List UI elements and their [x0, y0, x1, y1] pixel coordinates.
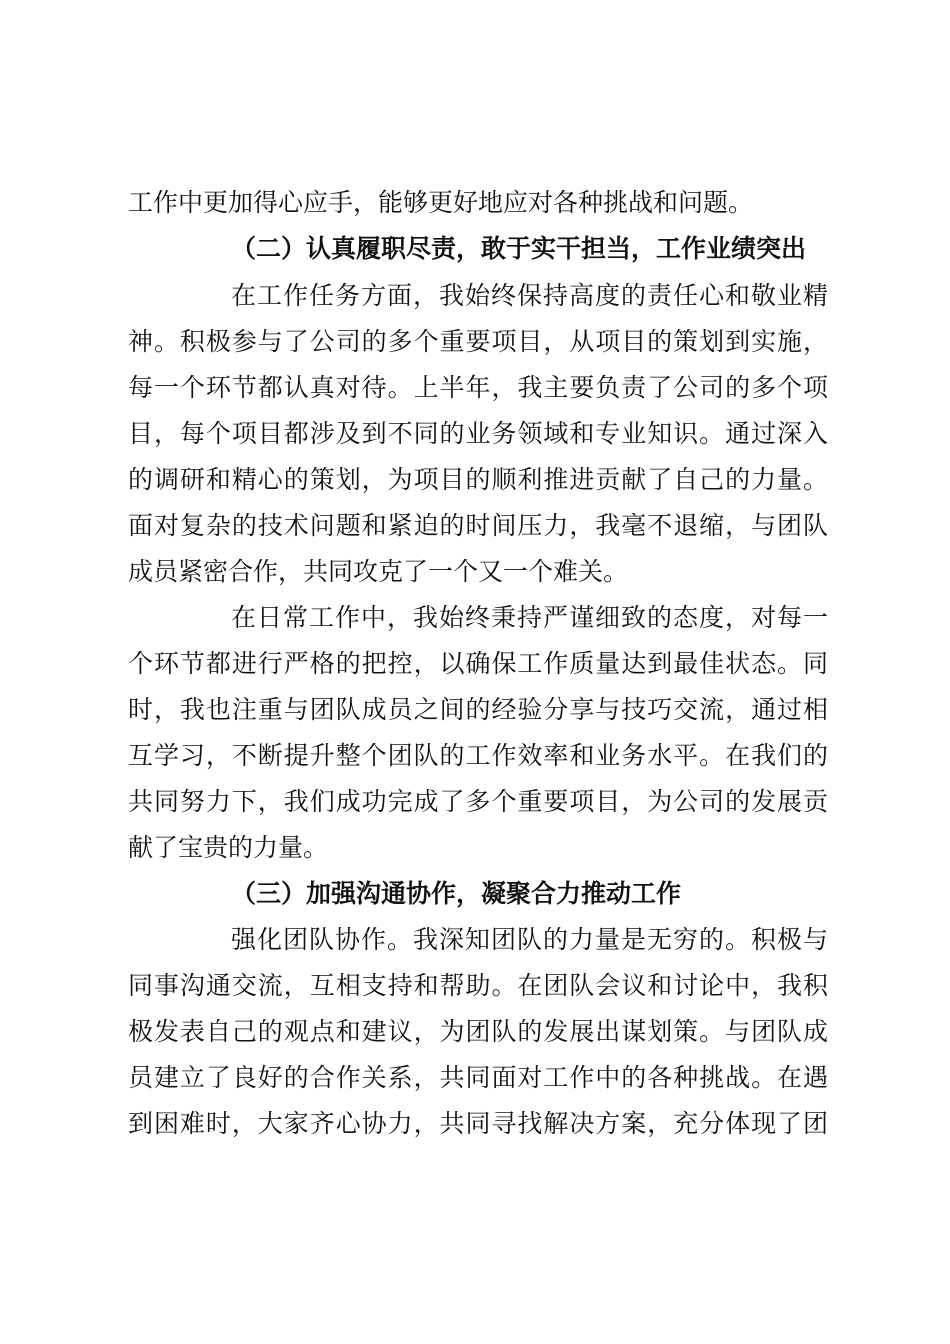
paragraph-line: 的调研和精心的策划，为项目的顺利推进贡献了自己的力量。: [128, 465, 828, 494]
paragraph-line: 工作中更加得心应手，能够更好地应对各种挑战和问题。: [128, 188, 754, 217]
paragraph-line: 在日常工作中，我始终秉持严谨细致的态度，对每一: [231, 603, 828, 632]
paragraph-line: 目，每个项目都涉及到不同的业务领域和专业知识。通过深入: [128, 419, 828, 448]
paragraph-line: 共同努力下，我们成功完成了多个重要项目，为公司的发展贡: [128, 787, 828, 816]
paragraph-line: 强化团队协作。我深知团队的力量是无穷的。积极与: [231, 925, 828, 954]
section-heading-3: （三）加强沟通协作，凝聚合力推动工作: [231, 879, 682, 908]
paragraph-line: 时，我也注重与团队成员之间的经验分享与技巧交流，通过相: [128, 695, 828, 724]
paragraph-line: 个环节都进行严格的把控，以确保工作质量达到最佳状态。同: [128, 649, 828, 678]
paragraph-line: 互学习，不断提升整个团队的工作效率和业务水平。在我们的: [128, 741, 828, 770]
paragraph-line: 到困难时，大家齐心协力，共同寻找解决方案，充分体现了团: [128, 1109, 828, 1138]
paragraph-line: 极发表自己的观点和建议，为团队的发展出谋划策。与团队成: [128, 1017, 828, 1046]
paragraph-line: 同事沟通交流，互相支持和帮助。在团队会议和讨论中，我积: [128, 971, 828, 1000]
paragraph-line: 成员紧密合作，共同攻克了一个又一个难关。: [128, 557, 629, 586]
paragraph-line: 献了宝贵的力量。: [128, 833, 329, 862]
paragraph-line: 神。积极参与了公司的多个重要项目，从项目的策划到实施，: [128, 327, 828, 356]
paragraph-line: 面对复杂的技术问题和紧迫的时间压力，我毫不退缩，与团队: [128, 511, 828, 540]
paragraph-line: 在工作任务方面，我始终保持高度的责任心和敬业精: [231, 281, 828, 310]
section-heading-2: （二）认真履职尽责，敢于实干担当，工作业绩突出: [231, 234, 807, 263]
paragraph-line: 员建立了良好的合作关系，共同面对工作中的各种挑战。在遇: [128, 1063, 828, 1092]
paragraph-line: 每一个环节都认真对待。上半年，我主要负责了公司的多个项: [128, 373, 828, 402]
